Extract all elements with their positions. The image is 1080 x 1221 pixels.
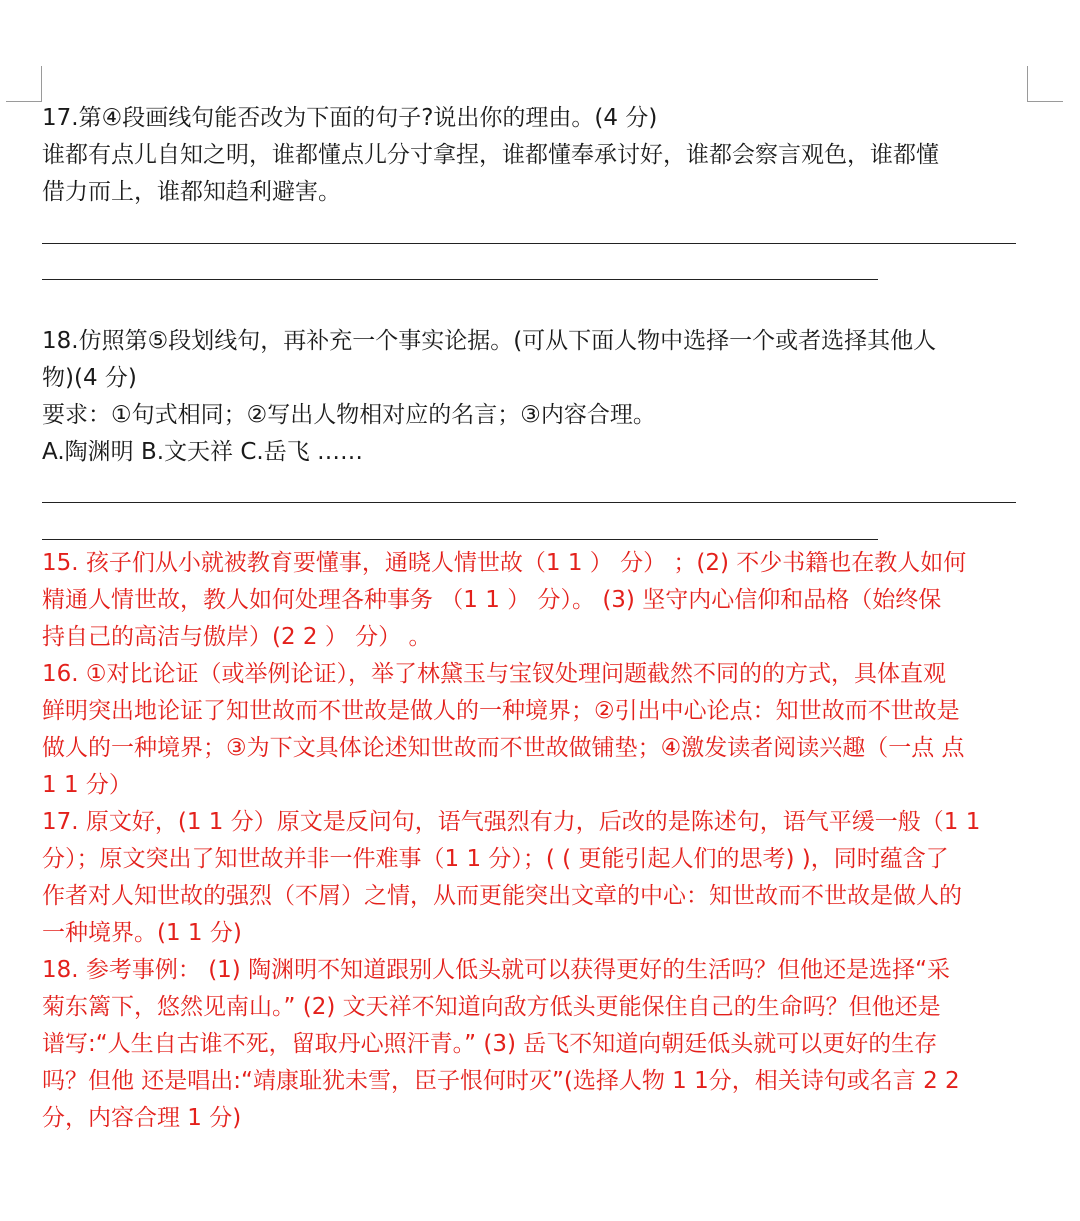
answer-16-line: 1 1 分）: [42, 772, 132, 798]
answer-16-line: 16. ①对比论证（或举例论证），举了林黛玉与宝钗处理问题截然不同的的方式，具体直观: [42, 661, 947, 687]
answer-17-line: 一种境界。(1 1 分): [42, 920, 242, 946]
answer-17-line: 作者对人知世故的强烈（不屑）之情，从而更能突出文章的中心：知世故而不世故是做人的: [42, 883, 962, 909]
crop-mark-left-vertical: [41, 66, 42, 102]
question-17-line: 谁都有点儿自知之明，谁都懂点儿分寸拿捏，谁都懂奉承讨好，谁都会察言观色，谁都懂: [42, 142, 939, 168]
answer-15-line: 15. 孩子们从小就被教育要懂事，通晓人情世故（1 1 ） 分） ；(2) 不少书籍也在教人如何: [42, 550, 967, 576]
question-18-line: A.陶渊明 B.文天祥 C.岳飞 ……: [42, 439, 364, 465]
answer-blank-line: [42, 243, 1016, 244]
answer-blank-line: [42, 502, 1016, 503]
question-18-line: 物)(4 分): [42, 365, 137, 391]
answer-17-line: 17. 原文好，(1 1 分）原文是反问句，语气强烈有力，后改的是陈述句，语气平缓一般（1 1: [42, 809, 981, 835]
crop-mark-left-horizontal: [6, 101, 42, 102]
question-18-line: 18.仿照第⑤段划线句，再补充一个事实论据。(可从下面人物中选择一个或者选择其他人: [42, 328, 937, 354]
crop-mark-right-vertical: [1027, 66, 1028, 102]
answer-15-line: 精通人情世故，教人如何处理各种事务 （1 1 ） 分）。 (3) 坚守内心信仰和品格（始终保: [42, 587, 942, 613]
answer-18-line: 吗？但他 还是唱出:“靖康耻犹未雪，臣子恨何时灭”(选择人物 1 1分，相关诗句或名言 2 2: [42, 1068, 960, 1094]
question-18-line: 要求：①句式相同；②写出人物相对应的名言；③内容合理。: [42, 402, 656, 428]
answer-15-line: 持自己的高洁与傲岸）(2 2 ） 分） 。: [42, 624, 432, 650]
answer-18-line: 分，内容合理 1 分): [42, 1105, 242, 1131]
answer-18-line: 18. 参考事例： (1) 陶渊明不知道跟别人低头就可以获得更好的生活吗？但他还是选择“采: [42, 957, 951, 983]
answer-16-line: 鲜明突出地论证了知世故而不世故是做人的一种境界；②引出中心论点：知世故而不世故是: [42, 698, 960, 724]
answer-17-line: 分）；原文突出了知世故并非一件难事（1 1 分）；( ( 更能引起人们的思考) )，同时蕴含了: [42, 846, 949, 872]
answer-16-line: 做人的一种境界；③为下文具体论述知世故而不世故做铺垫；④激发读者阅读兴趣（一点 点: [42, 735, 965, 761]
crop-mark-right-horizontal: [1027, 101, 1063, 102]
answer-18-line: 谱写:“人生自古谁不死，留取丹心照汗青。” (3) 岳飞不知道向朝廷低头就可以更好的生存: [42, 1031, 938, 1057]
question-17-line: 17.第④段画线句能否改为下面的句子?说出你的理由。(4 分): [42, 105, 658, 131]
answer-blank-line: [42, 279, 878, 280]
question-17-line: 借力而上，谁都知趋利避害。: [42, 179, 341, 205]
answer-blank-line: [42, 539, 878, 540]
answer-18-line: 菊东篱下，悠然见南山。” (2) 文天祥不知道向敌方低头更能保住自己的生命吗？但他还是: [42, 994, 941, 1020]
